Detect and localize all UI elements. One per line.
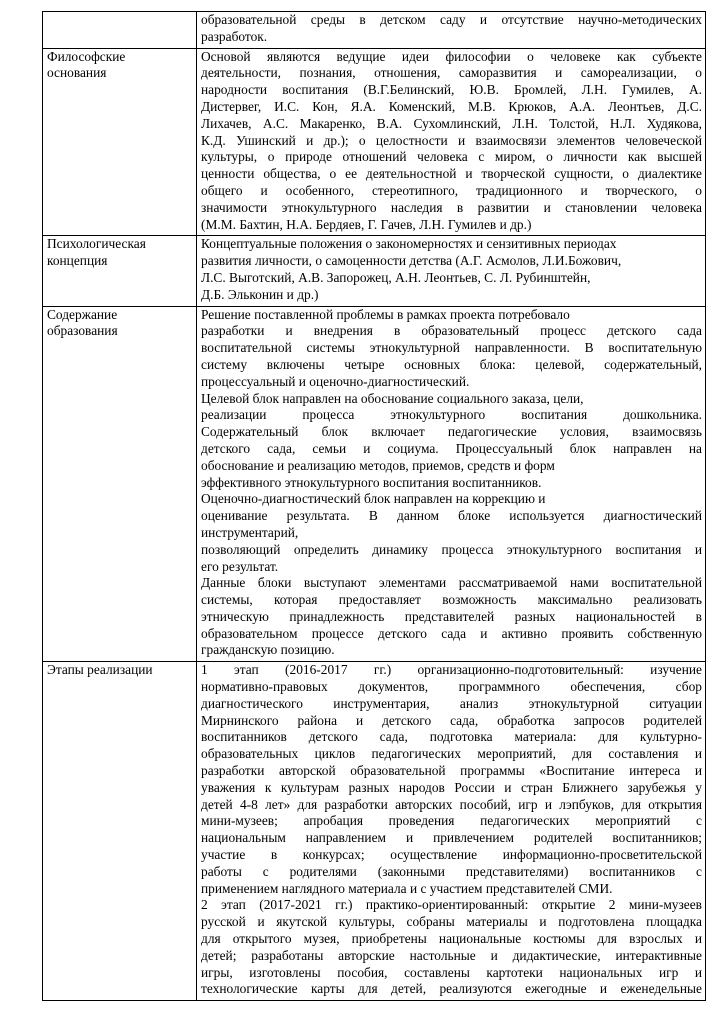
- row-content-line: Д.Б. Эльконин и др.): [201, 286, 319, 302]
- row-label-line: Философские: [47, 48, 126, 64]
- row-content-line: образовательном процессе детского сада и активно проявить собственную: [201, 625, 702, 641]
- row-label-cell: [43, 306, 197, 662]
- row-content-line: значимости этнокультурного наследия в развитии и становлении человека: [201, 199, 702, 215]
- row-label-cell: [43, 236, 197, 306]
- row-label-cell: [43, 662, 197, 1001]
- row-content-line: системы, которая предоставляет возможность максимально реализовать: [201, 592, 702, 608]
- row-content-line: позволяющий определить динамику процесса этнокультурного воспитания и: [201, 541, 702, 557]
- row-content-line: уважения к культурам разных народов России и стран Ближнего зарубежья у: [201, 779, 702, 795]
- row-content-line: разработок.: [201, 28, 268, 44]
- row-content-line: Лихачев, А.С. Макаренко, В.А. Сухомлинский, Л.Н. Толстой, Н.Л. Худякова,: [201, 115, 702, 131]
- table-row: [43, 306, 706, 662]
- table-row: [43, 662, 706, 1001]
- row-label-line: Этапы реализации: [47, 662, 153, 678]
- row-content-line: работы с родителями (законными представителями) воспитанников с: [201, 863, 702, 879]
- row-content-line: его результат.: [201, 558, 279, 574]
- row-content-cell: [197, 662, 706, 1001]
- row-content-line: деятельности, познания, отношения, саморазвития и самореализации, о: [201, 65, 702, 81]
- row-content-line: систему включены четыре основных блока: целевой, содержательный,: [201, 356, 702, 372]
- row-content-line: детей; разработаны авторские настольные и дидактические, интерактивные: [201, 947, 702, 963]
- row-content-line: 1 этап (2016-2017 гг.) организационно-подготовительный: изучение: [201, 662, 702, 678]
- row-content-line: русской и якутской культуры, собраны материалы и подготовлена площадка: [201, 914, 702, 930]
- row-content-line: образовательной среды в детском саду и отсутствие научно-методических: [201, 12, 702, 27]
- row-content-line: детского сада, семьи и социума. Процессуальный блок направлен на: [201, 440, 702, 456]
- row-content-cell: [197, 48, 706, 236]
- row-content-line: оценивание результата. В данном блоке используется диагностический: [201, 508, 702, 524]
- row-content-line: Мирнинского района и детского сада, обработка запросов родителей: [201, 712, 702, 728]
- row-content-line: Данные блоки выступают элементами рассматриваемой нами воспитательной: [201, 575, 702, 591]
- row-content-line: Основой являются ведущие идеи философии о человеке как субъекте: [201, 48, 702, 64]
- row-label-cell: [43, 48, 197, 236]
- row-content-line: эффективного этнокультурного воспитания воспитанников.: [201, 474, 542, 490]
- row-content-line: Решение поставленной проблемы в рамках проекта потребовало: [201, 306, 570, 322]
- row-content-line: национальным направлением и привлечением родителей воспитанников;: [201, 830, 702, 846]
- row-content-line: ценности общества, о ее деятельностной и творческой сущности, о диалектике: [201, 166, 702, 182]
- row-content-line: Оценочно-диагностический блок направлен на коррекцию и: [201, 491, 546, 507]
- row-content-line: (М.М. Бахтин, Н.А. Бердяев, Г. Гачев, Л.Н. Гумилев и др.): [201, 216, 532, 232]
- row-content-line: Содержательный блок включает педагогические условия, взаимосвязь: [201, 424, 702, 440]
- row-content-line: этническую принадлежность представителей разных национальностей в: [201, 608, 702, 624]
- row-content-line: Целевой блок направлен на обоснование социального заказа, цели,: [201, 390, 584, 406]
- row-label-line: Содержание: [47, 306, 118, 322]
- row-content-line: применением наглядного материала и с участием представителей СМИ.: [201, 880, 613, 896]
- table-row: [43, 48, 706, 236]
- row-label-cell: [43, 12, 197, 49]
- row-content-line: народности воспитания (В.Г.Белинский, Ю.В. Бромлей, Л.Н. Гумилев, А.: [201, 82, 702, 98]
- row-content-line: технологические карты для детей, реализуются ежегодные и еженедельные: [201, 981, 702, 997]
- row-content-line: К.Д. Ушинский и др.); о целостности и взаимосвязи элементов человеческой: [201, 132, 702, 148]
- document-table: [42, 11, 706, 1001]
- row-content-cell: [197, 306, 706, 662]
- row-content-line: разработки авторской образовательной программы «Воспитание интереса и: [201, 763, 702, 779]
- row-content-line: диагностического инструментария, анализ этнокультурной ситуации: [201, 695, 702, 711]
- row-content-line: нормативно-правовых документов, программного обеспечения, сбор: [201, 679, 702, 695]
- row-content-line: мини-музеев; апробация проведения педагогических мероприятий с: [201, 813, 702, 829]
- row-content-line: процессуальный и оценочно-диагностический.: [201, 373, 470, 389]
- row-content-cell: [197, 12, 706, 49]
- row-content-line: участие в конкурсах; осуществление информационно-просветительской: [201, 847, 702, 863]
- row-content-line: развития личности, о самоценности детства (А.Г. Асмолов, Л.И.Божович,: [201, 253, 622, 269]
- row-content-cell: [197, 236, 706, 306]
- row-content-line: общего и особенного, стереотипного, традиционного и творческого, о: [201, 182, 702, 198]
- row-content-line: гражданскую позицию.: [201, 642, 335, 658]
- row-content-line: Дистервег, И.С. Кон, Я.А. Коменский, М.В. Крюков, А.А. Леонтьев, Д.С.: [201, 98, 702, 114]
- row-label-line: концепция: [47, 253, 108, 269]
- row-content-line: реализации процесса этнокультурного воспитания дошкольника.: [201, 407, 702, 423]
- row-content-line: для открытого музея, приобретены национальные костюмы для взрослых и: [201, 931, 702, 947]
- row-content-line: инструментарий,: [201, 524, 299, 540]
- row-content-line: игры, изготовлены пособия, составлены картотеки национальных игр и: [201, 964, 702, 980]
- table-row: [43, 236, 706, 306]
- row-label-line: основания: [47, 65, 107, 81]
- table-row: [43, 12, 706, 49]
- row-content-line: Концептуальные положения о закономерностях и сензитивных периодах: [201, 236, 617, 252]
- row-content-line: 2 этап (2017-2021 гг.) практико-ориентированный: открытие 2 мини-музеев: [201, 897, 702, 913]
- row-content-line: образовательных циклов педагогических мероприятий, для составления и: [201, 746, 702, 762]
- row-label-line: Психологическая: [47, 236, 146, 252]
- row-content-line: культуры, о природе отношений человека с миром, о личности как высшей: [201, 149, 702, 165]
- row-content-line: разработки и внедрения в образовательный процесс детского сада: [201, 323, 702, 339]
- row-content-line: детей 4-8 лет» для разработки авторских пособий, игр и лэпбуков, для открытия: [201, 796, 702, 812]
- row-content-line: обоснование и реализацию методов, приемов, средств и форм: [201, 457, 555, 473]
- row-content-line: воспитательной системы этнокультурной направленности. В воспитательную: [201, 340, 702, 356]
- row-label-line: образования: [47, 323, 118, 339]
- row-content-line: Л.С. Выготский, А.В. Запорожец, А.Н. Леонтьев, С. Л. Рубинштейн,: [201, 269, 591, 285]
- row-content-line: воспитанников детского сада, подготовка материала: для культурно-: [201, 729, 702, 745]
